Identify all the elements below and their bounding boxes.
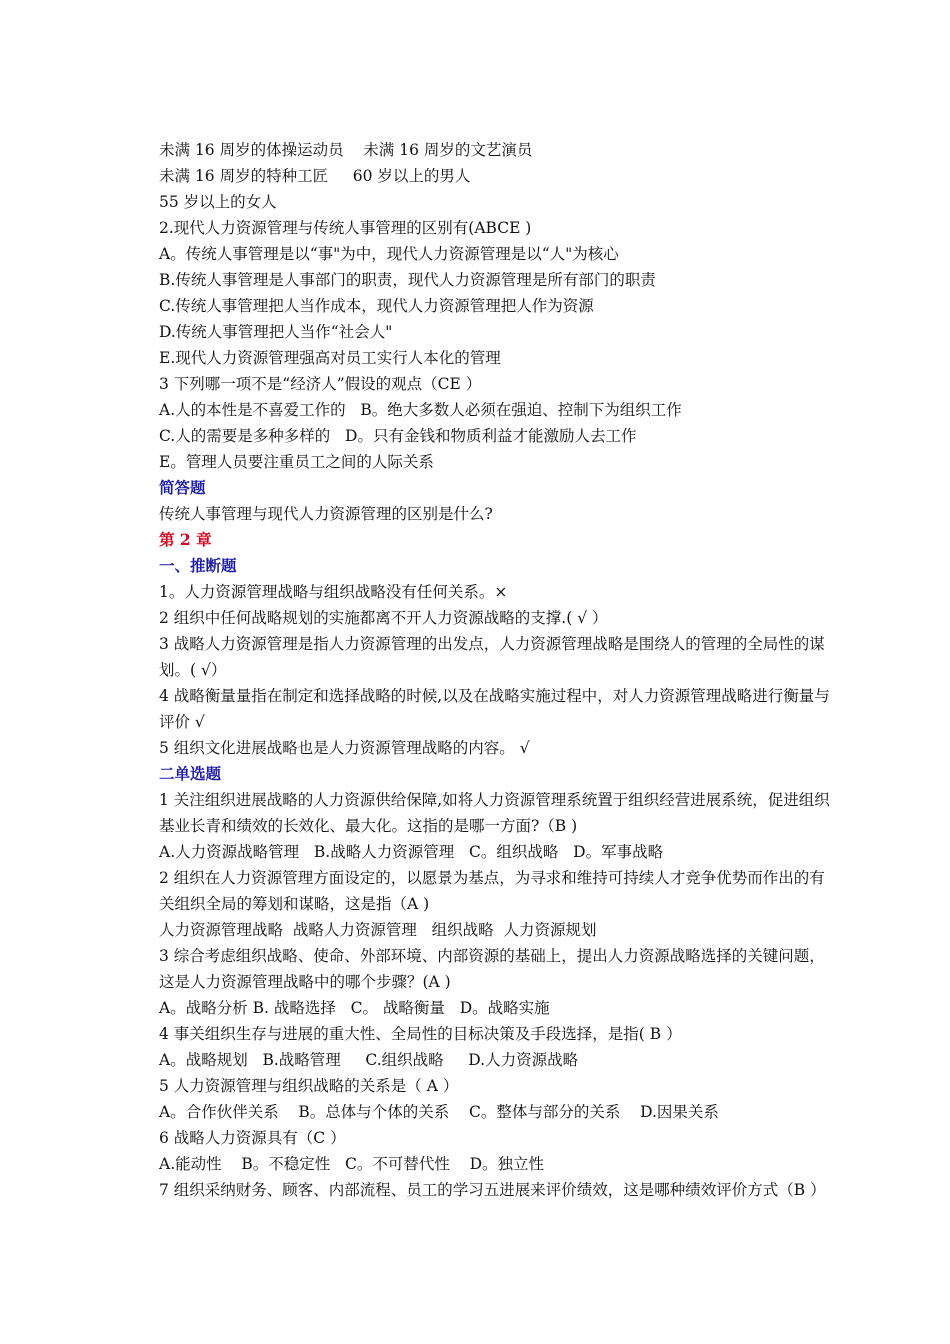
- text-line: 人力资源管理战略 战略人力资源管理 组织战略 人力资源规划: [159, 921, 597, 939]
- text-line: 55 岁以上的女人: [159, 193, 277, 211]
- text-line: 2 组织中任何战略规划的实施都离不开人力资源战略的支撑.( √ ）: [159, 609, 608, 627]
- text-line: A。战略分析 B. 战略选择 C。 战略衡量 D。战略实施: [159, 999, 550, 1017]
- text-line: 7 组织采纳财务、顾客、内部流程、员工的学习五进展来评价绩效，这是哪种绩效评价方式（B ）: [159, 1181, 826, 1199]
- section-heading: 二单选题: [159, 764, 222, 783]
- text-line: 1。人力资源管理战略与组织战略没有任何关系。×: [159, 583, 508, 601]
- text-line: A.能动性 B。不稳定性 C。不可替代性 D。独立性: [159, 1155, 544, 1173]
- text-line: 2.现代人力资源管理与传统人事管理的区别有(ABCE ): [159, 219, 532, 237]
- document-body: [159, 137, 839, 1203]
- text-line: A。战略规划 B.战略管理 C.组织战略 D.人力资源战略: [159, 1051, 579, 1069]
- section-heading: 一、推断题: [159, 556, 237, 575]
- text-line: E。管理人员要注重员工之间的人际关系: [159, 453, 434, 471]
- text-line: 3 战略人力资源管理是指人力资源管理的出发点，人力资源管理战略是围绕人的管理的全局性的谋划。( √）: [159, 635, 825, 679]
- text-line: 2 组织在人力资源管理方面设定的，以愿景为基点，为寻求和维持可持续人才竞争优势而作出的有关组织全局的筹划和谋略，这是指（A ): [159, 869, 825, 913]
- text-line: C.人的需要是多种多样的 D。只有金钱和物质利益才能激励人去工作: [159, 427, 637, 445]
- text-line: E.现代人力资源管理强高对员工实行人本化的管理: [159, 349, 501, 367]
- text-line: 3 下列哪一项不是“经济人”假设的观点（CE ）: [159, 375, 482, 393]
- text-line: 5 组织文化进展战略也是人力资源管理战略的内容。 √: [159, 739, 530, 757]
- text-line: A。合作伙伴关系 B。总体与个体的关系 C。整体与部分的关系 D.因果关系: [159, 1103, 719, 1121]
- text-line: 6 战略人力资源具有（C ）: [159, 1129, 346, 1147]
- text-line: 4 事关组织生存与进展的重大性、全局性的目标决策及手段选择，是指( B ）: [159, 1025, 682, 1043]
- text-line: 1 关注组织进展战略的人力资源供给保障,如将人力资源管理系统置于组织经营进展系统，促进组织基业长青和绩效的长效化、最大化。这指的是哪一方面?（B ): [159, 791, 830, 835]
- text-line: 未满 16 周岁的特种工匠 60 岁以上的男人: [159, 167, 471, 185]
- chapter-heading: 第 2 章: [159, 530, 212, 549]
- text-line: 传统人事管理与现代人力资源管理的区别是什么?: [159, 505, 493, 523]
- text-line: A.人的本性是不喜爱工作的 B。绝大多数人必须在强迫、控制下为组织工作: [159, 401, 682, 419]
- text-line: 4 战略衡量量指在制定和选择战略的时候,以及在战略实施过程中，对人力资源管理战略进行衡量与评价 √: [159, 687, 830, 731]
- text-line: 未满 16 周岁的体操运动员 未满 16 周岁的文艺演员: [159, 141, 533, 159]
- text-line: D.传统人事管理把人当作“社会人": [159, 323, 393, 341]
- text-line: C.传统人事管理把人当作成本，现代人力资源管理把人作为资源: [159, 297, 594, 315]
- text-line: 3 综合考虑组织战略、使命、外部环境、内部资源的基础上，提出人力资源战略选择的关键问题，这是人力资源管理战略中的哪个步骤？(A ): [159, 947, 825, 991]
- text-line: A.人力资源战略管理 B.战略人力资源管理 C。组织战略 D。军事战略: [159, 843, 664, 861]
- text-line: B.传统人事管理是人事部门的职责，现代人力资源管理是所有部门的职责: [159, 271, 656, 289]
- section-heading: 简答题: [159, 478, 206, 497]
- text-line: 5 人力资源管理与组织战略的关系是（ A ）: [159, 1077, 459, 1095]
- text-line: A。传统人事管理是以“事"为中，现代人力资源管理是以“人"为核心: [159, 245, 619, 263]
